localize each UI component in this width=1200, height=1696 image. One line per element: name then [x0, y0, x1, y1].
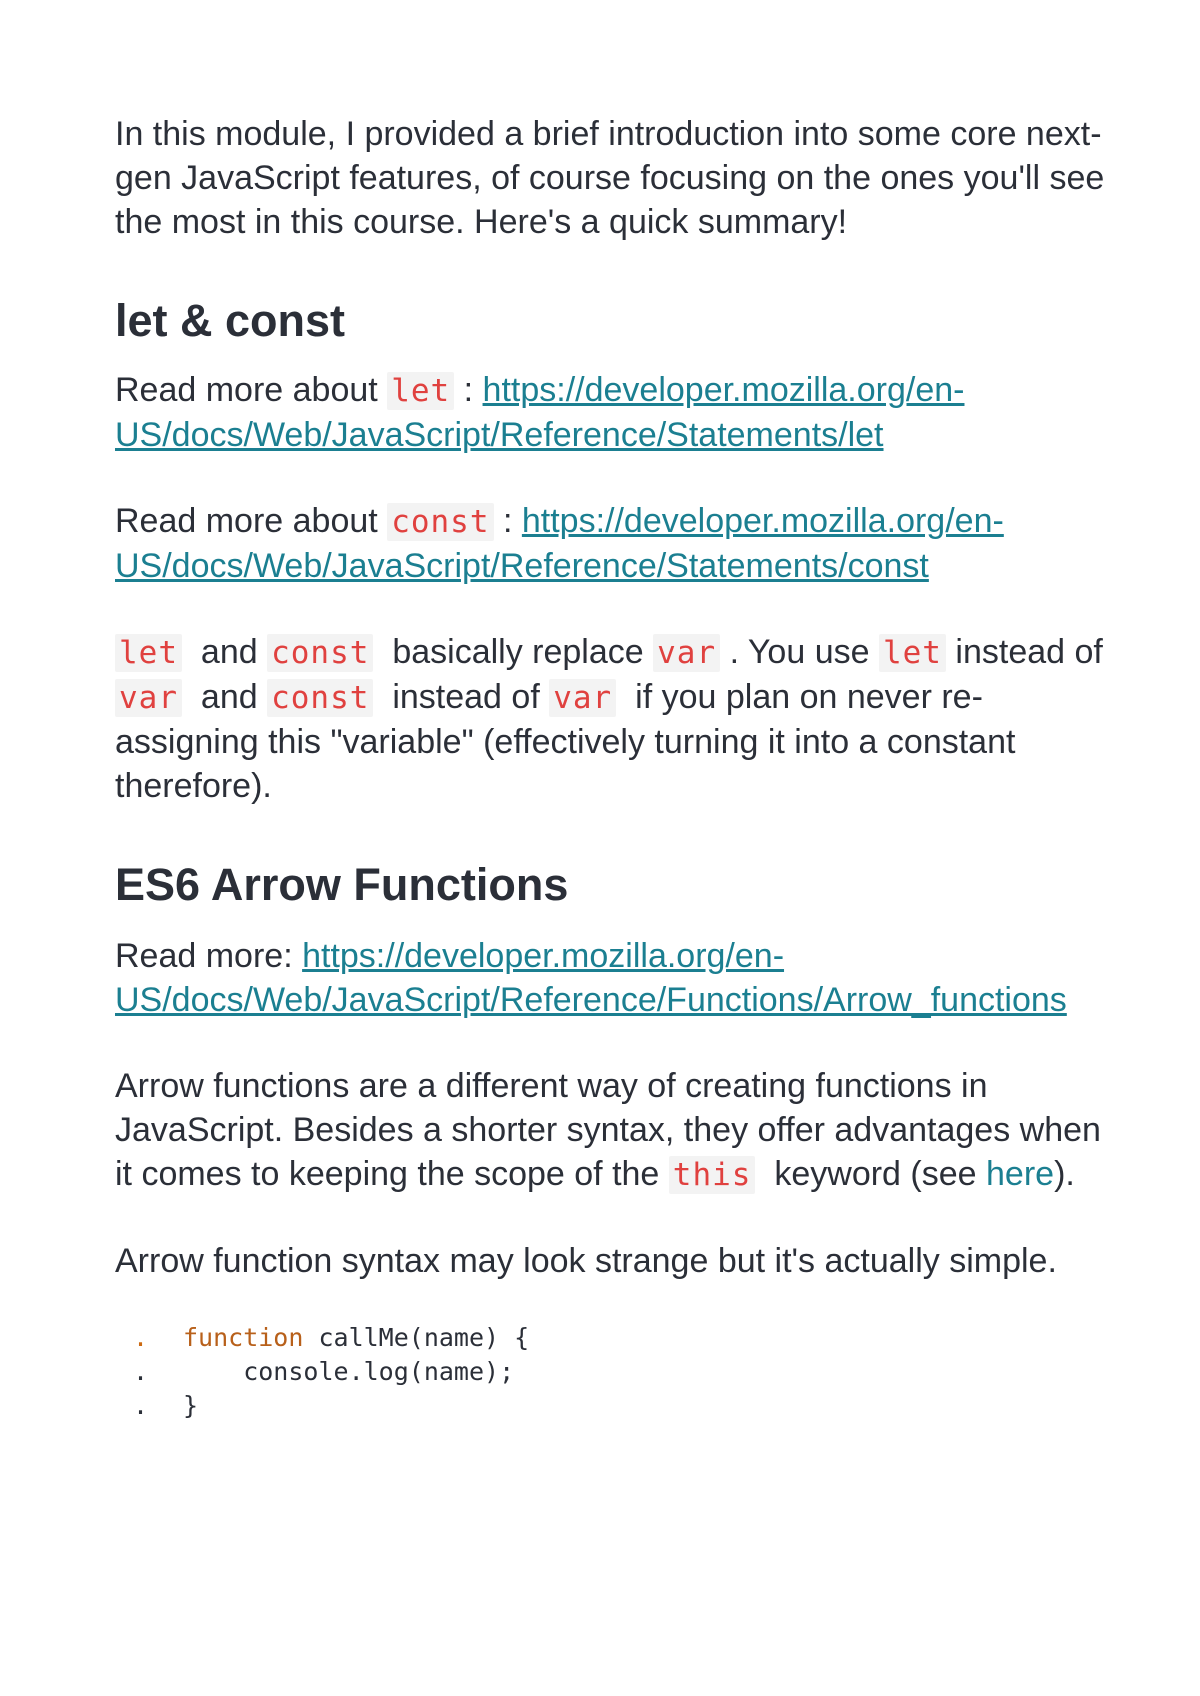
text-instead-of: instead of — [392, 678, 540, 716]
code-block — [133, 1321, 1105, 1423]
colon: : — [502, 502, 513, 540]
code-keyword: function — [183, 1323, 304, 1352]
code-text: } — [183, 1391, 199, 1420]
inline-code-var: var — [653, 634, 720, 672]
text-close-paren: ). — [1054, 1155, 1075, 1193]
mdn-const-link[interactable]: https://developer.mozilla.org/en-US/docs/Web/JavaScript/Reference/Statements/const — [115, 502, 1004, 585]
read-more-const — [115, 499, 1105, 588]
text-instead-of: instead of — [955, 633, 1103, 671]
text-if-plan: if you plan on never re-assigning this "variable" (effectively turning it into a constant therefore). — [115, 678, 1016, 805]
line-bullet: . — [133, 1357, 149, 1386]
document-page — [115, 112, 1105, 1423]
line-bullet: . — [133, 1391, 149, 1420]
text-keyword-see: keyword (see — [774, 1155, 977, 1193]
arrow-syntax-note: Arrow function syntax may look strange but it's actually simple. — [115, 1242, 1057, 1280]
code-line — [133, 1355, 1105, 1389]
read-more-let — [115, 368, 1105, 457]
section-heading-arrow-functions: ES6 Arrow Functions — [115, 859, 569, 910]
text-you-use: . You use — [729, 633, 870, 671]
text-and: and — [200, 678, 258, 716]
inline-code-var: var — [549, 679, 616, 717]
inline-code-var: var — [115, 679, 182, 717]
inline-code-let: let — [879, 634, 946, 672]
line-bullet: . — [133, 1323, 149, 1352]
text-basically-replace: basically replace — [392, 633, 644, 671]
read-more-label: Read more about — [115, 371, 378, 409]
read-more-label: Read more: — [115, 937, 293, 975]
inline-code-const: const — [267, 679, 373, 717]
mdn-let-link[interactable]: https://developer.mozilla.org/en-US/docs/Web/JavaScript/Reference/Statements/let — [115, 371, 965, 454]
text-arrow-intro: Arrow functions are a different way of creating functions in JavaScript. Besides a shorter syntax, they offer advantages when it comes to keeping the scope of the — [115, 1067, 1101, 1193]
code-line — [133, 1321, 1105, 1355]
intro-paragraph: In this module, I provided a brief introduction into some core next-gen JavaScript features, of course focusing on the ones you'll see the most in this course. Here's a quick summary! — [115, 115, 1105, 241]
colon: : — [463, 371, 474, 409]
code-text: callMe(name) { — [303, 1323, 530, 1352]
arrow-explanation — [115, 1064, 1105, 1197]
inline-code-let: let — [115, 634, 182, 672]
code-text: console.log(name); — [183, 1357, 515, 1386]
inline-code-let: let — [387, 372, 454, 410]
text-and: and — [200, 633, 258, 671]
code-line — [133, 1389, 1105, 1423]
inline-code-const: const — [387, 503, 493, 541]
inline-code-const: const — [267, 634, 373, 672]
mdn-arrow-link[interactable]: https://developer.mozilla.org/en-US/docs/Web/JavaScript/Reference/Functions/Arrow_functions — [115, 937, 1067, 1019]
read-more-arrow — [115, 934, 1105, 1022]
read-more-label: Read more about — [115, 502, 378, 540]
let-const-explanation — [115, 630, 1105, 808]
inline-code-this: this — [669, 1156, 756, 1194]
here-link[interactable]: here — [986, 1155, 1055, 1193]
section-heading-let-const: let & const — [115, 295, 346, 346]
